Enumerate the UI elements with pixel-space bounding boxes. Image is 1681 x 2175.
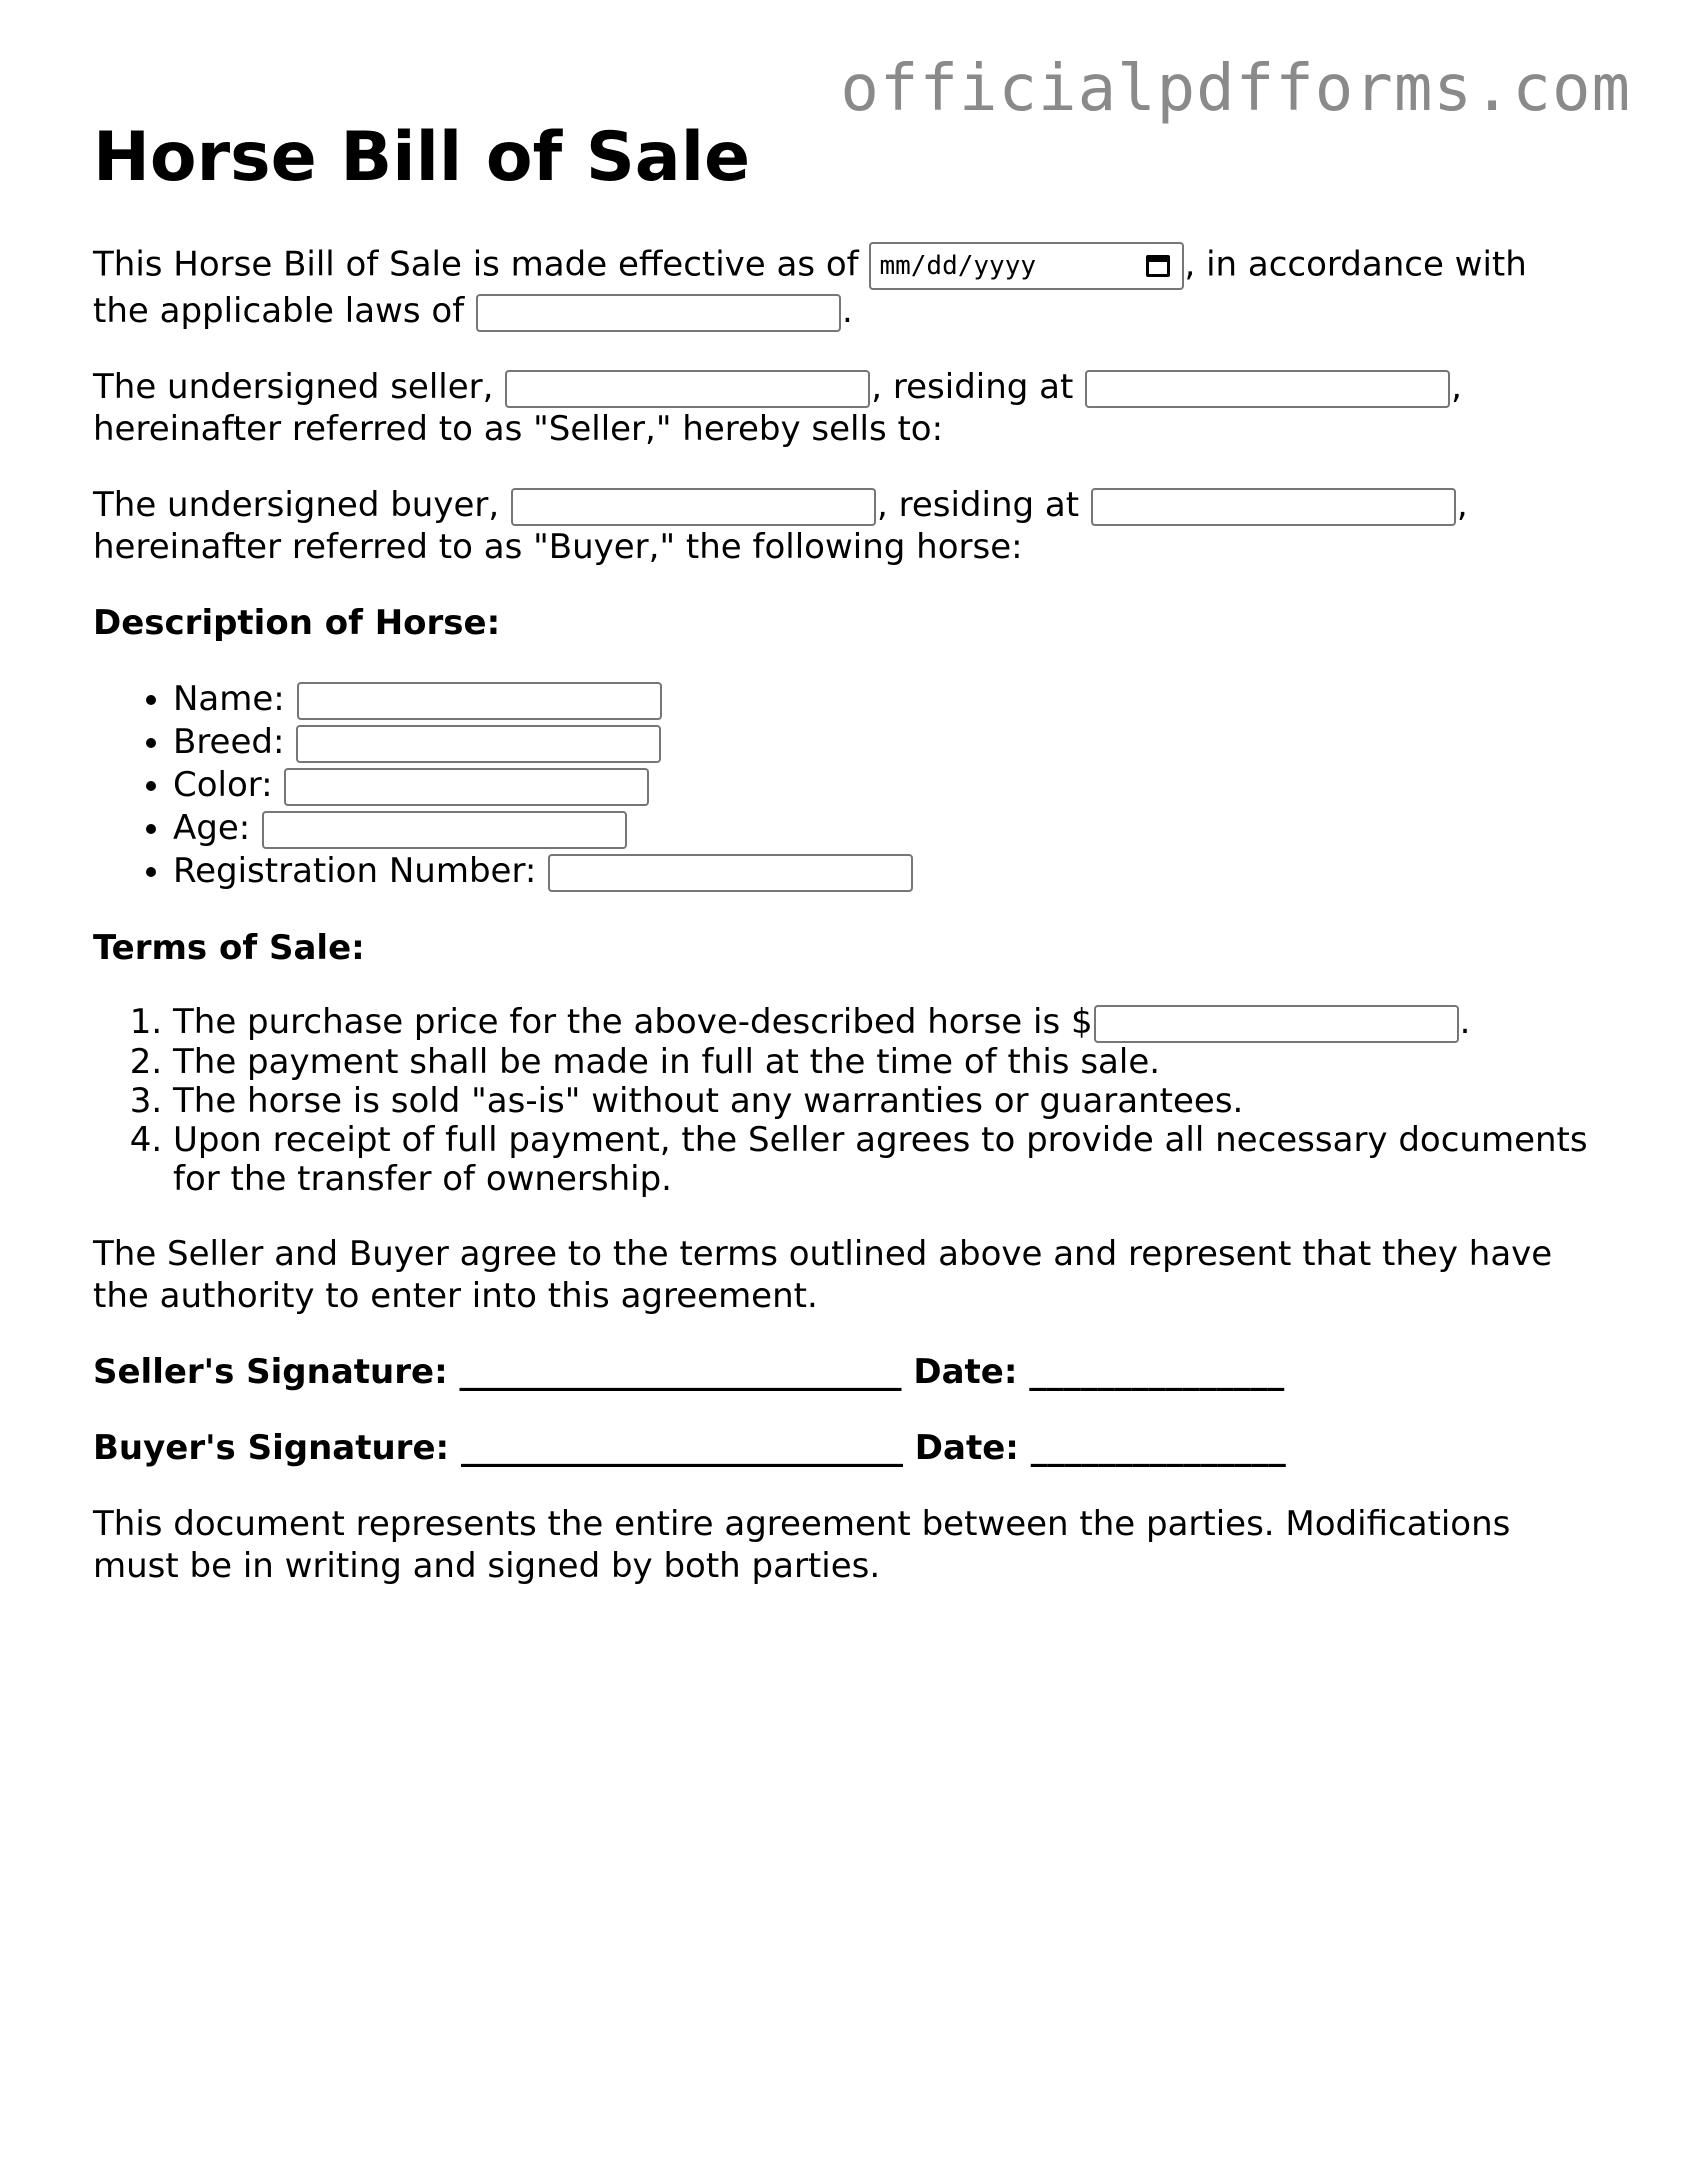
seller-signature-line: Seller's Signature: __________________________ Date: _______________ — [93, 1351, 1285, 1392]
horse-color-label: Color: — [173, 765, 284, 805]
closing-paragraph: This document represents the entire agreement between the parties. Modifications must be in writing and signed by both parties. — [93, 1503, 1511, 1586]
list-item: 4. Upon receipt of full payment, the Seller agrees to provide all necessary documents for the transfer of ownership. — [173, 1121, 1593, 1199]
intro-text-before-date: This Horse Bill of Sale is made effective as of — [93, 244, 870, 285]
terms-list — [93, 1003, 1593, 1199]
horse-age-input[interactable] — [262, 811, 627, 849]
registration-number-label: Registration Number: — [173, 851, 548, 891]
buyer-text-middle: , residing at — [876, 485, 1090, 525]
horse-name-input[interactable] — [297, 682, 662, 720]
description-heading: Description of Horse: — [93, 603, 501, 643]
intro-text-end: . — [841, 291, 853, 331]
intro-paragraph — [93, 242, 1593, 332]
list-item — [173, 850, 1593, 893]
registration-number-input[interactable] — [548, 854, 913, 892]
list-item — [173, 807, 1593, 850]
horse-breed-input[interactable] — [296, 725, 661, 763]
seller-address-input[interactable] — [1085, 370, 1450, 408]
document-body — [93, 118, 1593, 1621]
page-title: Horse Bill of Sale — [93, 118, 751, 197]
purchase-price-input[interactable] — [1094, 1005, 1459, 1043]
purchase-price-end: . — [1459, 1002, 1471, 1042]
horse-age-label: Age: — [173, 808, 262, 848]
horse-breed-label: Breed: — [173, 722, 296, 762]
buyer-signature-line: Buyer's Signature: __________________________ Date: _______________ — [93, 1427, 1286, 1468]
list-item — [173, 678, 1593, 721]
list-item — [173, 1003, 1593, 1043]
purchase-price-text: The purchase price for the above-described horse is $ — [173, 1002, 1093, 1042]
agreement-paragraph: The Seller and Buyer agree to the terms outlined above and represent that they have the authority to enter into this agreement. — [93, 1233, 1553, 1316]
seller-paragraph — [93, 366, 1593, 450]
horse-name-label: Name: — [173, 679, 296, 719]
list-item: 2. The payment shall be made in full at the time of this sale. — [173, 1043, 1593, 1082]
description-list — [93, 678, 1593, 893]
list-item — [173, 721, 1593, 764]
seller-text-middle: , residing at — [871, 367, 1085, 407]
list-item: 3. The horse is sold "as-is" without any warranties or guarantees. — [173, 1082, 1593, 1121]
buyer-paragraph — [93, 484, 1593, 568]
calendar-icon[interactable] — [1146, 255, 1170, 277]
buyer-text-end: , hereinafter referred to as "Buyer," the following horse: — [93, 485, 1468, 567]
horse-color-input[interactable] — [284, 768, 649, 806]
buyer-name-input[interactable] — [511, 488, 876, 526]
terms-heading: Terms of Sale: — [93, 928, 365, 968]
watermark: officialpdfforms.com — [840, 52, 1631, 126]
seller-name-input[interactable] — [505, 370, 870, 408]
list-item — [173, 764, 1593, 807]
effective-date-input[interactable] — [869, 242, 1184, 290]
jurisdiction-input[interactable] — [476, 294, 841, 332]
buyer-text-start: The undersigned buyer, — [93, 485, 510, 525]
intro-text-after-date: , in accordance with the applicable laws of — [93, 244, 1527, 331]
buyer-address-input[interactable] — [1091, 488, 1456, 526]
seller-text-end: , hereinafter referred to as "Seller," hereby sells to: — [93, 367, 1462, 449]
date-placeholder: mm/dd/yyyy — [879, 251, 1037, 281]
seller-text-start: The undersigned seller, — [93, 367, 505, 407]
